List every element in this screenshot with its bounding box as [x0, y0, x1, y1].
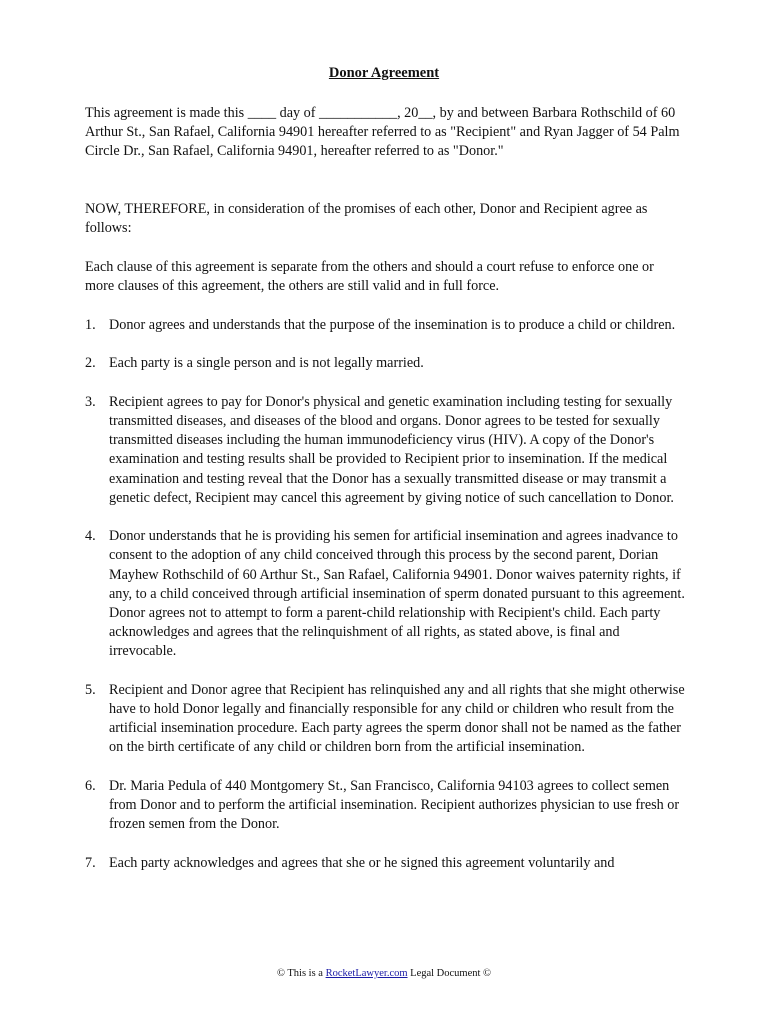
clause-item — [85, 527, 685, 661]
clause-item — [85, 316, 685, 335]
clause-text: Recipient agrees to pay for Donor's physical and genetic examination including testing for sexually transmitted diseases, and diseases of the blood and organs. Donor agrees to be tested for sexually transmitted diseases including the human immunodeficiency virus (HIV). A copy of the Donor's examination and testing results shall be provided to Recipient prior to insemination. If the medical examination and testing reveal that the Donor has a sexually transmitted disease or may transmit a genetic defect, Recipient may cancel this agreement by giving notice of such cancellation to Donor. — [109, 393, 674, 506]
clause-number: 5. — [85, 681, 96, 698]
clause-text: Donor agrees and understands that the purpose of the insemination is to produce a child or children. — [109, 317, 676, 333]
severability-paragraph: Each clause of this agreement is separate from the others and should a court refuse to enforce one or more clauses of this agreement, the others are still valid and in full force. — [85, 259, 654, 295]
clause-text: Each party acknowledges and agrees that she or he signed this agreement voluntarily and — [109, 854, 615, 871]
now-therefore-paragraph: NOW, THEREFORE, in consideration of the promises of each other, Donor and Recipient agree as follows: — [85, 201, 648, 237]
clause-number: 4. — [85, 528, 96, 545]
footer-prefix: © This is a — [276, 968, 323, 979]
clause-text: Each party is a single person and is not legally married. — [109, 355, 424, 372]
clause-item — [85, 354, 685, 373]
page-footer — [0, 967, 768, 981]
clause-text: Dr. Maria Pedula of 440 Montgomery St., San Francisco, California 94103 agrees to collect semen from Donor and to perform the artificial insemination. Recipient authorizes physician to use fresh or frozen semen from the Donor. — [109, 777, 680, 833]
clause-number: 7. — [85, 854, 96, 871]
clause-text: Recipient and Donor agree that Recipient has relinquished any and all rights that she might otherwise have to hold Donor legally and financially responsible for any child or children who result from the artificial insemination procedure. Each party agrees the sperm donor shall not be named as the father on the birth certificate of any child or children born from the artificial insemination. — [109, 681, 685, 756]
clause-number: 2. — [85, 355, 96, 372]
rocketlawyer-link[interactable]: RocketLawyer.com — [325, 968, 408, 979]
clause-text: Donor understands that he is providing his semen for artificial insemination and agrees inadvance to consent to the adoption of any child conceived through this process by the second parent, Dorian Mayhew Rothschild of 60 Arthur St., San Rafael, California 94901. Donor waives paternity rights, if any, to a child conceived through artificial insemination of sperm donated pursuant to this agreement. Donor agrees not to attempt to form a parent-child relationship with Recipient's child. Each party acknowledges and agrees that the relinquishment of all rights, as stated above, is final and irrevocable. — [109, 528, 685, 660]
clause-number: 1. — [85, 317, 96, 333]
footer-suffix: Legal Document © — [410, 968, 492, 979]
clause-item — [85, 681, 685, 758]
intro-paragraph: This agreement is made this ____ day of ___________, 20__, by and between Barbara Rothschild of 60 Arthur St., San Rafael, California 94901 hereafter referred to as "Recipient" and Ryan Jagger of 54 Palm Circle Dr., San Rafael, California 94901, hereafter referred to as "Donor." — [85, 105, 680, 160]
clause-number: 3. — [85, 393, 96, 410]
document-title: Donor Agreement — [328, 65, 440, 81]
clause-item — [85, 854, 685, 873]
clause-item — [85, 393, 685, 508]
clause-number: 6. — [85, 777, 96, 794]
clause-list — [85, 316, 685, 892]
clause-item — [85, 777, 685, 835]
